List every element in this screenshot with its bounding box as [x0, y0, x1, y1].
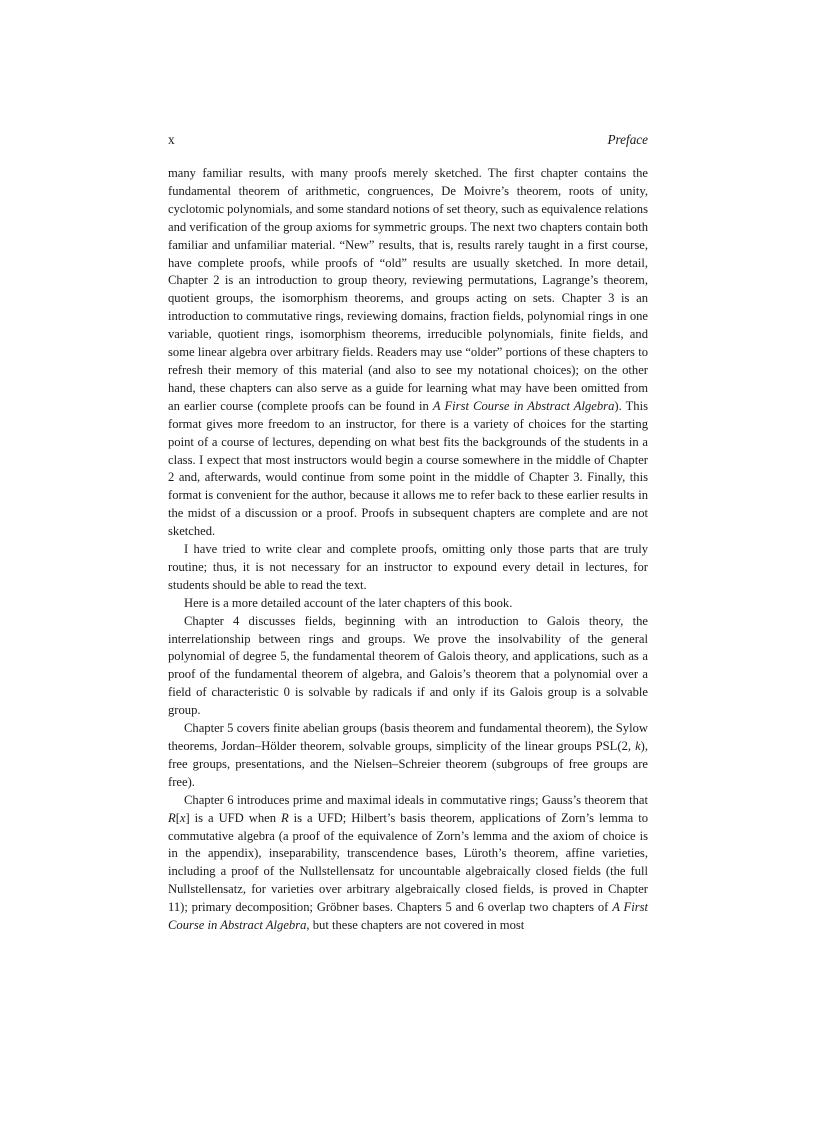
paragraph [168, 541, 648, 595]
italic-text: k [635, 739, 641, 753]
running-head [168, 131, 648, 149]
book-page [168, 131, 648, 935]
italic-text: A First Course in Abstract Algebra [168, 900, 648, 933]
text-run: ). This format gives more freedom to an instructor, for there is a variety of choices for the starting point of a course of lectures, depending on what best fits the backgrounds of the students in a class. I expect that most instructors would begin a course somewhere in the middle of Chapter 2 and, afterwards, would continue from some point in the middle of Chapter 3. Finally, this format is convenient for the author, because it allows me to refer back to these earlier results in the midst of a discussion or a proof. Proofs in subsequent chapters are complete and are not sketched. [168, 398, 648, 539]
paragraph [168, 792, 648, 935]
text-run: Chapter 4 discusses fields, beginning with an introduction to Galois theory, the interrelationship between rings and groups. We prove the insolvability of the general polynomial of degree 5, the fundamental theorem of Galois theory, and applications, such as a proof of the fundamental theorem of algebra, and Galois’s theorem that a polynomial over a field of characteristic 0 is solvable by radicals if and only if its Galois group is a solvable group. [168, 613, 648, 718]
italic-text: R [168, 810, 176, 825]
italic-text: R [281, 810, 289, 825]
italic-text: x [179, 810, 186, 825]
body-text [168, 165, 648, 935]
text-run: ] is a UFD when [185, 810, 281, 825]
text-run: ), free groups, presentations, and the Nielsen–Schreier theorem (subgroups of free groups are free). [168, 739, 648, 789]
text-run: is a UFD; Hilbert’s basis theorem, applications of Zorn’s lemma to commutative algebra (a proof of the equivalence of Zorn’s lemma and the axiom of choice is in the appendix), inseparability, transcendence bases, Lüroth’s theorem, affine varieties, including a proof of the Nullstellensatz for uncountable algebraically closed fields (the full Nullstellensatz, for varieties over arbitrary algebraically closed fields, is proved in Chapter 11); primary decomposition; Gröbner bases. Chapters 5 and 6 overlap two chapters of [168, 810, 648, 915]
paragraph [168, 165, 648, 541]
paragraph [168, 720, 648, 792]
page-number: x [168, 132, 175, 147]
text-run: , but these chapters are not covered in most [306, 918, 525, 933]
text-run: Here is a more detailed account of the later chapters of this book. [184, 595, 513, 610]
text-run: I have tried to write clear and complete proofs, omitting only those parts that are truly routine; thus, it is not necessary for an instructor to expound every detail in lectures, for students should be able to read the text. [168, 542, 648, 592]
text-run: many familiar results, with many proofs merely sketched. The first chapter contains the fundamental theorem of arithmetic, congruences, De Moivre’s theorem, roots of unity, cyclotomic polynomials, and some standard notions of set theory, such as equivalence relations and verification of the group axioms for symmetric groups. The next two chapters contain both familiar and unfamiliar material. “New” results, that is, results rarely taught in a first course, have complete proofs, while proofs of “old” results are usually sketched. In more detail, Chapter 2 is an introduction to group theory, reviewing permutations, Lagrange’s theorem, quotient groups, the isomorphism theorems, and groups acting on sets. Chapter 3 is an introduction to commutative rings, reviewing domains, fraction fields, polynomial rings in one variable, quotient rings, isomorphism theorems, irreducible polynomials, finite fields, and some linear algebra over arbitrary fields. Readers may use “older” portions of these chapters to refresh their memory of this material (and also to see my notational choices); on the other hand, these chapters can also serve as a guide for learning what may have been omitted from an earlier course (complete proofs can be found in [168, 166, 648, 413]
text-run: Chapter 6 introduces prime and maximal ideals in commutative rings; Gauss’s theorem that [184, 792, 648, 807]
paragraph [168, 613, 648, 720]
text-run: [ [175, 810, 180, 825]
running-head-title: Preface [607, 132, 648, 147]
paragraph [168, 595, 648, 613]
italic-text: A First Course in Abstract Algebra [432, 398, 615, 413]
text-run: Chapter 5 covers finite abelian groups (basis theorem and fundamental theorem), the Sylow theorems, Jordan–Hölder theorem, solvable groups, simplicity of the linear groups PSL(2, [168, 721, 648, 753]
